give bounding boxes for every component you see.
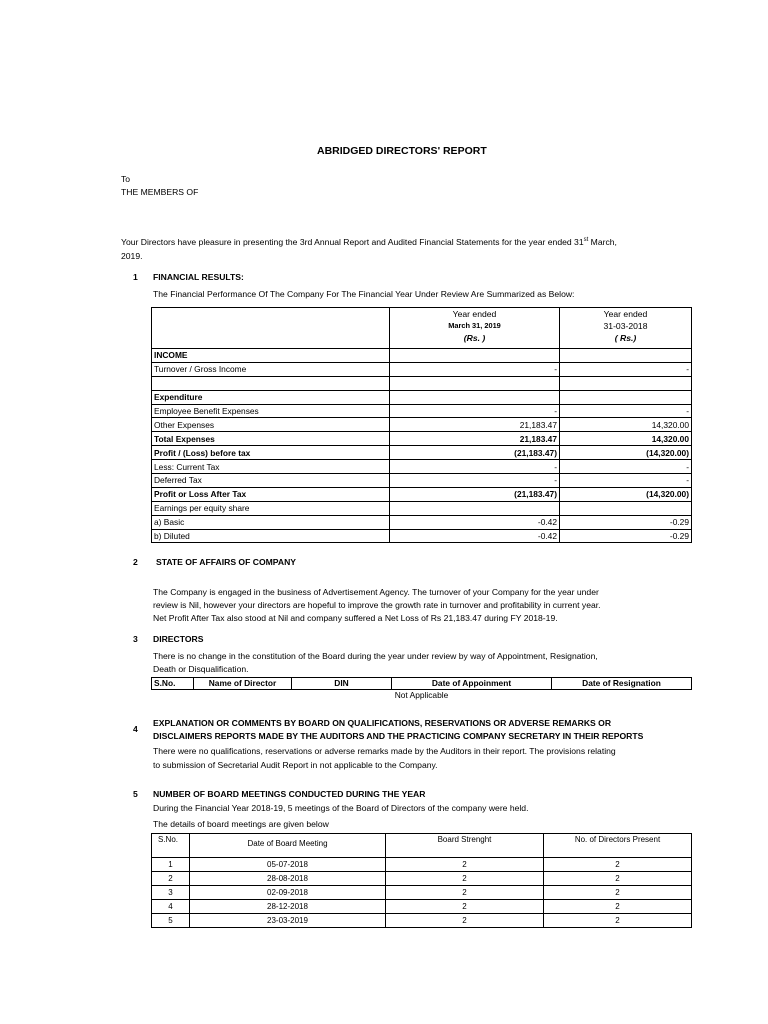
- fin-row-current: [390, 376, 560, 390]
- section-2-heading: STATE OF AFFAIRS OF COMPANY: [156, 557, 297, 567]
- fin-row-label: Other Expenses: [152, 418, 390, 432]
- fin-row: [152, 376, 692, 390]
- fin-row-label: [152, 376, 390, 390]
- fin-header-previous-year: [560, 308, 692, 349]
- intro-text-b: March,: [588, 237, 617, 247]
- fin-row-current: [390, 501, 560, 515]
- fin-row: [152, 404, 692, 418]
- dir-header-name: Name of Director: [194, 678, 292, 690]
- fin-col1-line1: Year ended: [452, 309, 497, 319]
- fin-col1-line3: (Rs. ): [463, 333, 486, 343]
- salutation-to: To: [121, 174, 131, 184]
- fin-row-current: -0.42: [390, 529, 560, 543]
- bm-cell-date: 28-08-2018: [190, 872, 386, 886]
- fin-row-previous: [560, 501, 692, 515]
- bm-cell-present: 2: [544, 886, 692, 900]
- fin-row-label: Less: Current Tax: [152, 460, 390, 474]
- section-1-number: 1: [133, 272, 138, 282]
- fin-row-previous: 14,320.00: [560, 418, 692, 432]
- fin-row-current: (21,183.47): [390, 487, 560, 501]
- fin-row-current: [390, 390, 560, 404]
- fin-row-previous: [560, 376, 692, 390]
- fin-row-previous: (14,320.00): [560, 487, 692, 501]
- section-3-line-2: Death or Disqualification.: [153, 664, 249, 674]
- section-2-number: 2: [133, 557, 138, 567]
- section-3-number: 3: [133, 634, 138, 644]
- fin-row: [152, 432, 692, 446]
- section-1-subtext: The Financial Performance Of The Company For The Financial Year Under Review Are Summarized as Below:: [153, 289, 575, 299]
- fin-row-label: Earnings per equity share: [152, 501, 390, 515]
- fin-row: [152, 460, 692, 474]
- fin-row-label: Profit / (Loss) before tax: [152, 446, 390, 460]
- fin-row-previous: -0.29: [560, 515, 692, 529]
- table-row: [152, 914, 692, 928]
- fin-row-previous: (14,320.00): [560, 446, 692, 460]
- fin-row: [152, 515, 692, 529]
- fin-col1-line2: March 31, 2019: [448, 321, 501, 330]
- section-4-line-1: There were no qualifications, reservations or adverse remarks made by the Auditors in their report. The provisions relating: [153, 746, 616, 756]
- fin-row-label: INCOME: [152, 349, 390, 363]
- dir-not-applicable: Not Applicable: [394, 690, 449, 700]
- fin-row: [152, 418, 692, 432]
- fin-row: [152, 390, 692, 404]
- fin-row-current: [390, 349, 560, 363]
- bm-cell-present: 2: [544, 900, 692, 914]
- fin-row: [152, 487, 692, 501]
- bm-cell-sno: 4: [152, 900, 190, 914]
- bm-cell-present: 2: [544, 872, 692, 886]
- fin-row: [152, 529, 692, 543]
- fin-row: [152, 362, 692, 376]
- fin-row-current: -0.42: [390, 515, 560, 529]
- fin-row-current: -: [390, 460, 560, 474]
- section-5-line-1: During the Financial Year 2018-19, 5 meetings of the Board of Directors of the company were held.: [153, 803, 529, 813]
- fin-row-previous: -: [560, 362, 692, 376]
- bm-header-date: Date of Board Meeting: [190, 834, 386, 858]
- fin-row-label: b) Diluted: [152, 529, 390, 543]
- section-2-line-2: review is Nil, however your directors are hopeful to improve the growth rate in turnover and profitability in current year.: [153, 600, 601, 610]
- bm-cell-strength: 2: [386, 872, 544, 886]
- fin-row: [152, 501, 692, 515]
- fin-row-previous: -: [560, 404, 692, 418]
- dir-header-din: DIN: [292, 678, 392, 690]
- financial-results-table: [151, 307, 692, 543]
- bm-cell-strength: 2: [386, 914, 544, 928]
- section-5-number: 5: [133, 789, 138, 799]
- section-5-heading: NUMBER OF BOARD MEETINGS CONDUCTED DURING THE YEAR: [153, 789, 426, 799]
- fin-row-label: Expenditure: [152, 390, 390, 404]
- fin-row-label: Deferred Tax: [152, 474, 390, 488]
- page-title: ABRIDGED DIRECTORS' REPORT: [317, 145, 487, 157]
- fin-row-label: Employee Benefit Expenses: [152, 404, 390, 418]
- fin-row-label: Profit or Loss After Tax: [152, 487, 390, 501]
- fin-row-current: (21,183.47): [390, 446, 560, 460]
- section-3-heading: DIRECTORS: [153, 634, 204, 644]
- dir-header-appointment: Date of Appoinment: [392, 678, 552, 690]
- fin-row: [152, 349, 692, 363]
- fin-row-current: -: [390, 362, 560, 376]
- bm-cell-strength: 2: [386, 900, 544, 914]
- section-2-line-1: The Company is engaged in the business of Advertisement Agency. The turnover of your Company for the year under: [153, 587, 599, 597]
- section-2-line-3: Net Profit After Tax also stood at Nil and company suffered a Net Loss of Rs 21,183.47 during FY 2018-19.: [153, 613, 558, 623]
- bm-header-strength: Board Strenght: [386, 834, 544, 858]
- fin-row-previous: [560, 390, 692, 404]
- bm-cell-strength: 2: [386, 886, 544, 900]
- salutation-members: THE MEMBERS OF: [121, 187, 199, 197]
- table-row: [152, 872, 692, 886]
- fin-row-current: 21,183.47: [390, 432, 560, 446]
- fin-row-current: -: [390, 474, 560, 488]
- bm-cell-present: 2: [544, 858, 692, 872]
- fin-row: [152, 446, 692, 460]
- bm-header-sno: S.No.: [152, 834, 190, 858]
- fin-col2-line1: Year ended: [603, 309, 648, 319]
- fin-row-previous: [560, 349, 692, 363]
- table-row: [152, 858, 692, 872]
- bm-cell-date: 05-07-2018: [190, 858, 386, 872]
- intro-sup: st: [583, 237, 589, 244]
- fin-row-previous: -: [560, 474, 692, 488]
- intro-line-2: 2019.: [121, 251, 143, 261]
- fin-header-current-year: [390, 308, 560, 349]
- fin-col2-line2: 31-03-2018: [603, 321, 648, 331]
- directors-table: [151, 677, 692, 701]
- bm-cell-sno: 5: [152, 914, 190, 928]
- fin-row-label: Turnover / Gross Income: [152, 362, 390, 376]
- bm-cell-present: 2: [544, 914, 692, 928]
- bm-header-present: No. of Directors Present: [544, 834, 692, 858]
- bm-cell-sno: 1: [152, 858, 190, 872]
- section-1-heading: FINANCIAL RESULTS:: [153, 272, 244, 282]
- bm-cell-sno: 3: [152, 886, 190, 900]
- section-3-line-1: There is no change in the constitution of the Board during the year under review by way of Appointment, Resignation,: [153, 651, 598, 661]
- fin-header-blank: [152, 308, 390, 349]
- section-4-heading-1: EXPLANATION OR COMMENTS BY BOARD ON QUALIFICATIONS, RESERVATIONS OR ADVERSE REMARKS OR: [153, 718, 612, 728]
- bm-cell-date: 02-09-2018: [190, 886, 386, 900]
- fin-row: [152, 474, 692, 488]
- fin-row-label: a) Basic: [152, 515, 390, 529]
- intro-text-a: Your Directors have pleasure in presenting the 3rd Annual Report and Audited Financial Statements for the year ended 31: [121, 237, 584, 247]
- fin-row-label: Total Expenses: [152, 432, 390, 446]
- table-row: [152, 900, 692, 914]
- section-4-number: 4: [133, 724, 138, 734]
- fin-row-current: 21,183.47: [390, 418, 560, 432]
- dir-header-resignation: Date of Resignation: [552, 678, 692, 690]
- bm-cell-date: 28-12-2018: [190, 900, 386, 914]
- section-5-line-2: The details of board meetings are given below: [153, 819, 329, 829]
- bm-cell-sno: 2: [152, 872, 190, 886]
- intro-line-1: [121, 237, 617, 247]
- bm-cell-date: 23-03-2019: [190, 914, 386, 928]
- fin-row-previous: 14,320.00: [560, 432, 692, 446]
- table-row: [152, 886, 692, 900]
- section-4-heading-2: DISCLAIMERS REPORTS MADE BY THE AUDITORS AND THE PRACTICING COMPANY SECRETARY IN THEIR REPORTS: [153, 731, 644, 741]
- bm-cell-strength: 2: [386, 858, 544, 872]
- fin-row-previous: -: [560, 460, 692, 474]
- board-meetings-table: [151, 833, 692, 928]
- fin-row-previous: -0.29: [560, 529, 692, 543]
- fin-row-current: -: [390, 404, 560, 418]
- dir-header-sno: S.No.: [152, 678, 194, 690]
- fin-col2-line3: ( Rs.): [614, 333, 637, 343]
- section-4-line-2: to submission of Secretarial Audit Report in not applicable to the Company.: [153, 760, 438, 770]
